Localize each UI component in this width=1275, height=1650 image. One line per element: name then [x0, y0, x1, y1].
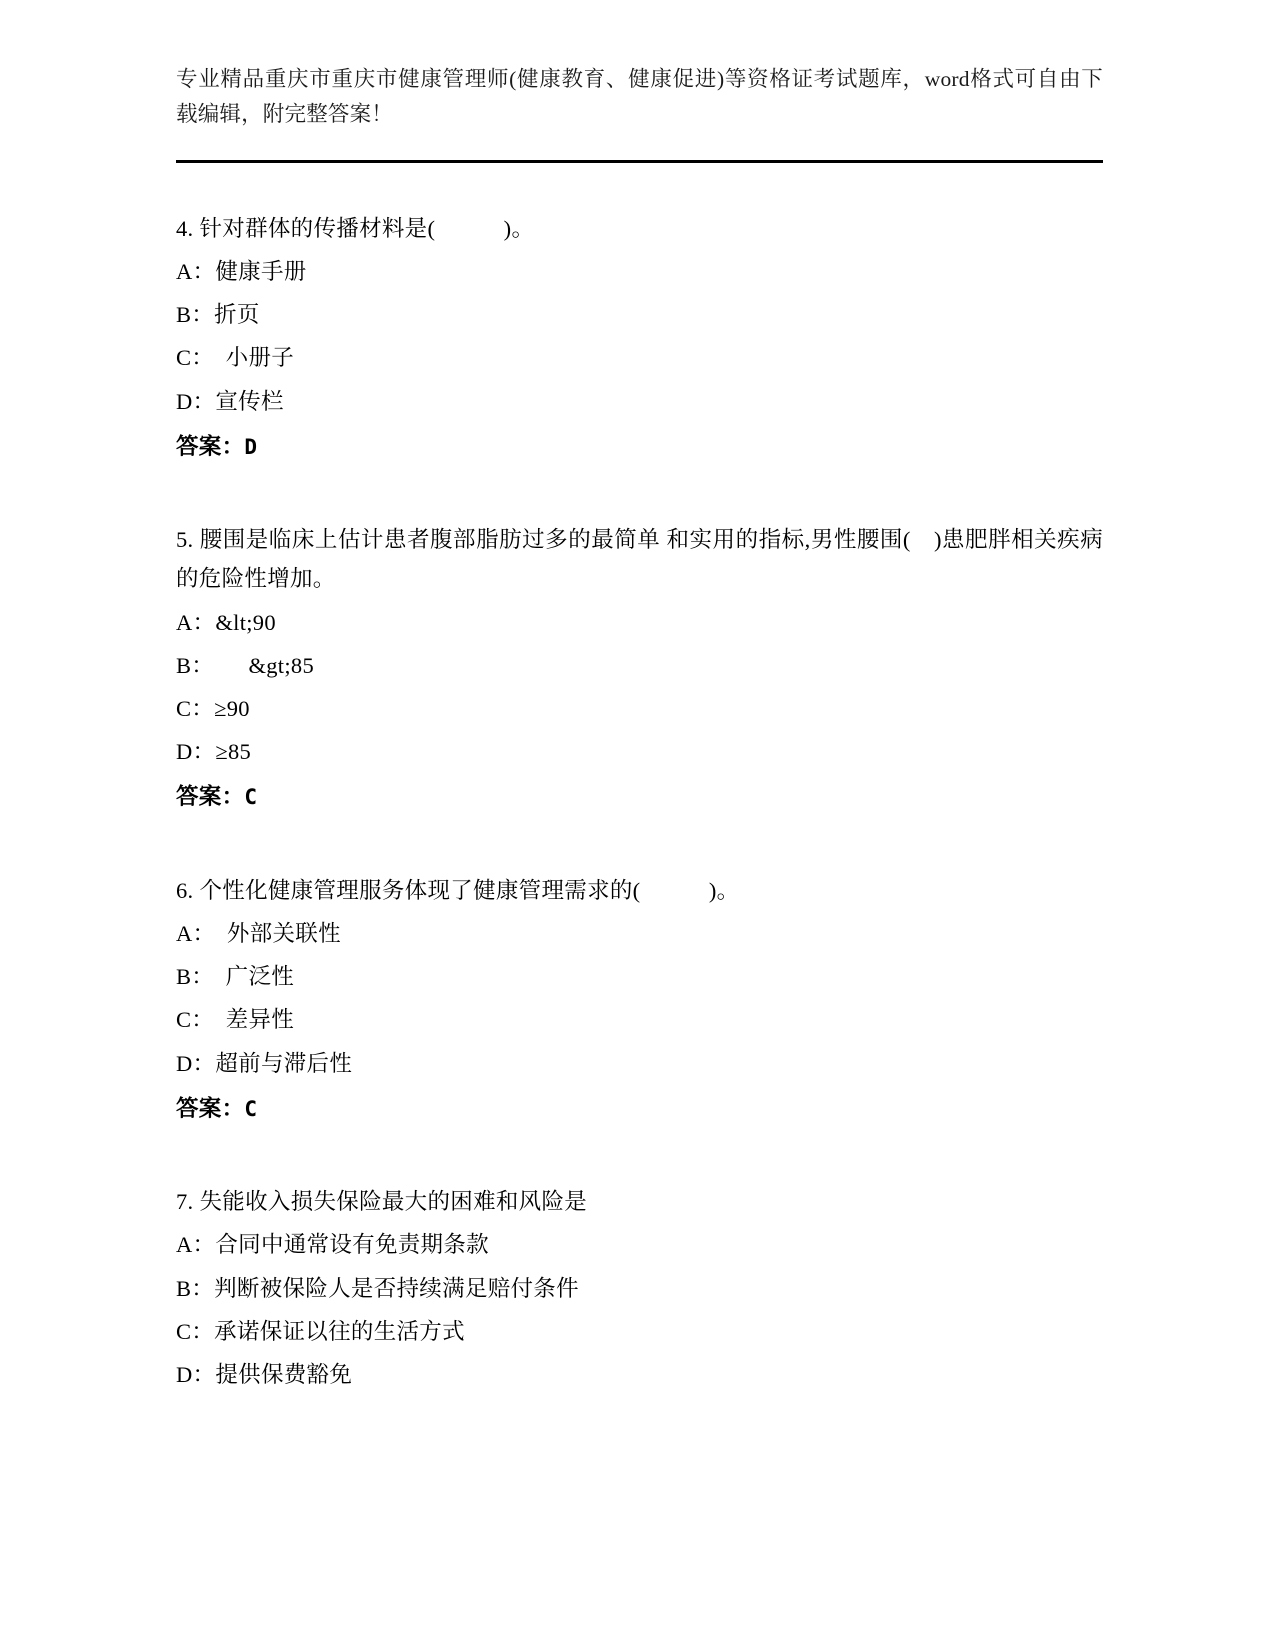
question-number: 5. [176, 526, 194, 552]
question-option: A：合同中通常设有免责期条款 [176, 1232, 489, 1258]
question-stem [176, 871, 1103, 910]
document-header-note: 专业精品重庆市重庆市健康管理师(健康教育、健康促进)等资格证考试题库，word格式可自由下载编辑，附完整答案！ [176, 67, 1103, 126]
question-option: D：≥85 [176, 739, 252, 765]
question-stem [176, 520, 1103, 599]
question-option: B： 广泛性 [176, 964, 295, 990]
question-option: B： &gt;85 [176, 652, 315, 678]
question-option: C：≥90 [176, 696, 250, 722]
question-item [176, 520, 1103, 819]
question-option: C：承诺保证以往的生活方式 [176, 1318, 465, 1344]
header-divider [176, 160, 1103, 163]
question-number: 7. [176, 1188, 194, 1214]
question-item [176, 1182, 1103, 1396]
question-option: A： 外部关联性 [176, 921, 341, 947]
question-option: D：提供保费豁免 [176, 1361, 353, 1387]
question-number: 4. [176, 215, 194, 241]
question-answer [176, 425, 1103, 468]
question-option: B：折页 [176, 302, 260, 328]
question-item [176, 209, 1103, 468]
question-answer [176, 775, 1103, 818]
question-number: 6. [176, 877, 194, 903]
question-answer [176, 1087, 1103, 1130]
question-stem [176, 1182, 1103, 1221]
question-option: D：宣传栏 [176, 388, 284, 414]
answer-label: 答案： [176, 784, 245, 810]
question-option: B：判断被保险人是否持续满足赔付条件 [176, 1275, 579, 1301]
question-item [176, 871, 1103, 1130]
question-stem [176, 209, 1103, 248]
question-option: D：超前与滞后性 [176, 1050, 353, 1076]
question-text: 腰围是临床上估计患者腹部脂肪过多的最简单 和实用的指标,男性腰围( )患肥胖相关疾病的危险性增加。 [176, 526, 1103, 592]
question-text: 个性化健康管理服务体现了健康管理需求的( )。 [199, 877, 740, 903]
question-option: A：健康手册 [176, 259, 307, 285]
answer-label: 答案： [176, 433, 245, 459]
question-list [176, 209, 1103, 1396]
question-text: 失能收入损失保险最大的困难和风险是 [199, 1188, 588, 1214]
answer-value: C [244, 1096, 258, 1121]
question-text: 针对群体的传播材料是( )。 [199, 215, 535, 241]
answer-label: 答案： [176, 1095, 245, 1121]
answer-value: C [244, 785, 258, 810]
question-option: A：&lt;90 [176, 609, 276, 635]
question-option: C： 差异性 [176, 1007, 295, 1033]
question-option: C： 小册子 [176, 345, 295, 371]
answer-value: D [244, 434, 258, 459]
